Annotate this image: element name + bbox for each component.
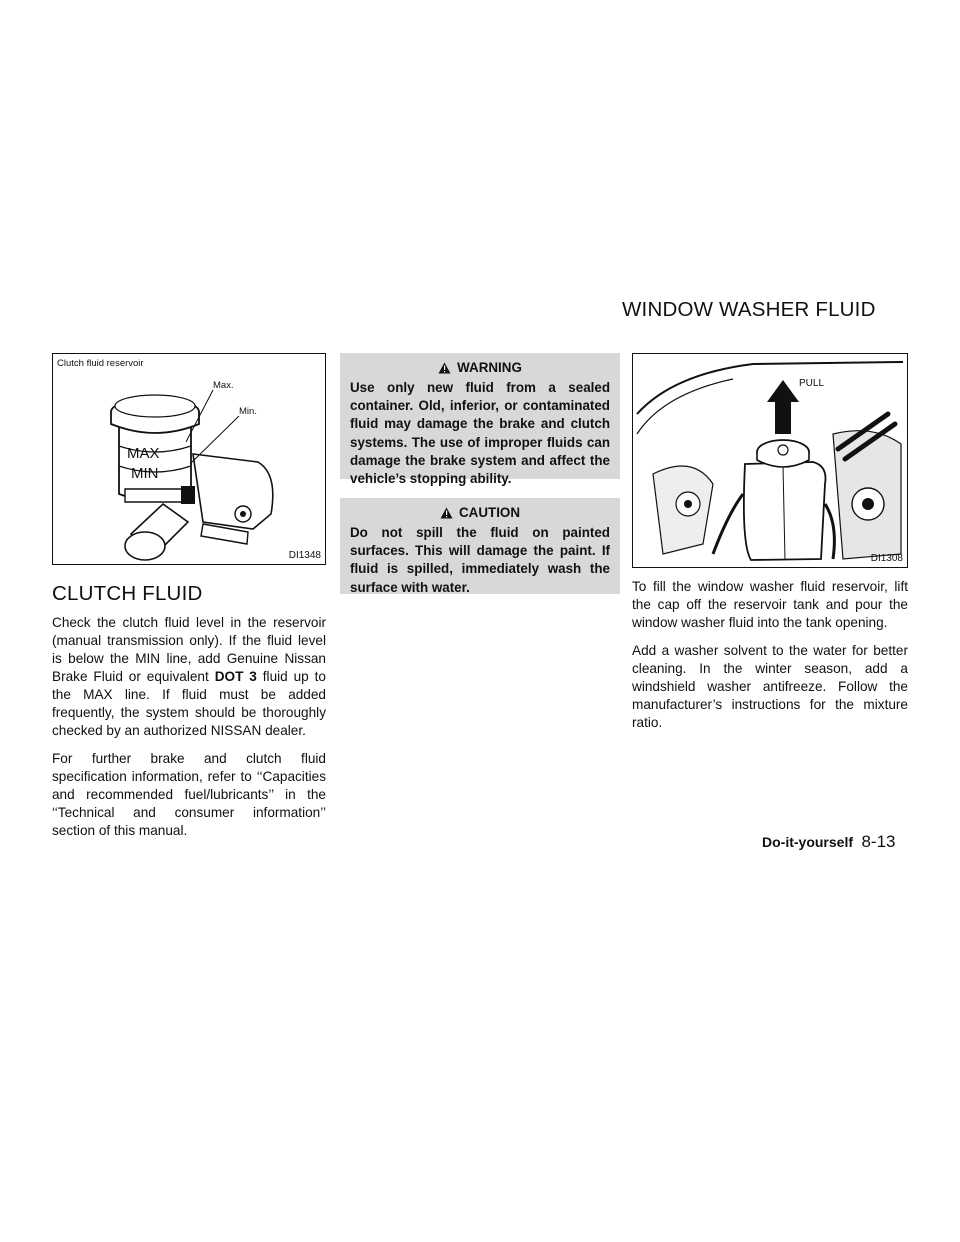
page-footer bbox=[762, 832, 895, 852]
caution-header bbox=[350, 502, 610, 524]
footer-section-label: Do-it-yourself bbox=[762, 834, 853, 850]
caution-text: Do not spill the fluid on painted surfaces. This will damage the paint. If fluid is spilled, immediately wash the surface with water. bbox=[350, 525, 610, 595]
warning-header bbox=[350, 357, 610, 379]
dot3-emphasis: DOT 3 bbox=[214, 669, 257, 684]
max-mark-label: MAX bbox=[127, 445, 160, 462]
caution-box bbox=[340, 498, 620, 594]
clutch-fluid-paragraph-2: For further brake and clutch fluid specification information, refer to ‘‘Capacities and recommended fuel/lubricants’’ in the ‘‘Technical and consumer information’’ section of this manual. bbox=[52, 751, 326, 838]
clutch-reservoir-illustration bbox=[53, 354, 324, 563]
min-label: Min. bbox=[239, 406, 257, 417]
caution-icon bbox=[440, 507, 453, 519]
washer-fluid-text bbox=[632, 578, 908, 732]
max-label: Max. bbox=[213, 380, 234, 391]
warning-title: WARNING bbox=[457, 360, 522, 375]
figure-code: DI1348 bbox=[288, 550, 321, 561]
washer-reservoir-illustration bbox=[633, 354, 906, 566]
washer-reservoir-figure bbox=[632, 353, 908, 568]
caution-title: CAUTION bbox=[459, 505, 520, 520]
warning-text: Use only new fluid from a sealed container. Old, inferior, or contaminated fluid may damage the brake and clutch systems. The use of improper fluids can damage the brake system and affect the vehicle’s stopping ability. bbox=[350, 380, 610, 487]
clutch-reservoir-figure bbox=[52, 353, 326, 565]
pull-label: PULL bbox=[799, 378, 825, 389]
page-number: 8-13 bbox=[861, 832, 896, 851]
page-section-title: WINDOW WASHER FLUID bbox=[622, 298, 876, 321]
clutch-fluid-text bbox=[52, 614, 326, 840]
warning-box bbox=[340, 353, 620, 487]
warning-icon bbox=[438, 362, 451, 374]
figure-title-label: Clutch fluid reservoir bbox=[57, 358, 144, 369]
washer-fluid-paragraph-2: Add a washer solvent to the water for better cleaning. In the winter season, add a windshield washer antifreeze. Follow the manufacturer’s instructions for the mixture ratio. bbox=[632, 643, 908, 730]
clutch-fluid-heading: CLUTCH FLUID bbox=[52, 582, 203, 605]
washer-fluid-paragraph-1: To fill the window washer fluid reservoir, lift the cap off the reservoir tank and pour the window washer fluid into the tank opening. bbox=[632, 579, 908, 630]
clutch-fluid-paragraph-1: Check the clutch fluid level in the reservoir (manual transmission only). If the fluid level is below the MIN line, add Genuine Nissan Brake Fluid or equivalent DOT 3 fluid up to the MAX line. If fluid must be added frequently, the system should be thoroughly checked by an authorized NISSAN dealer. bbox=[52, 615, 326, 738]
figure-code: DI1308 bbox=[870, 553, 903, 564]
min-mark-label: MIN bbox=[131, 465, 159, 482]
